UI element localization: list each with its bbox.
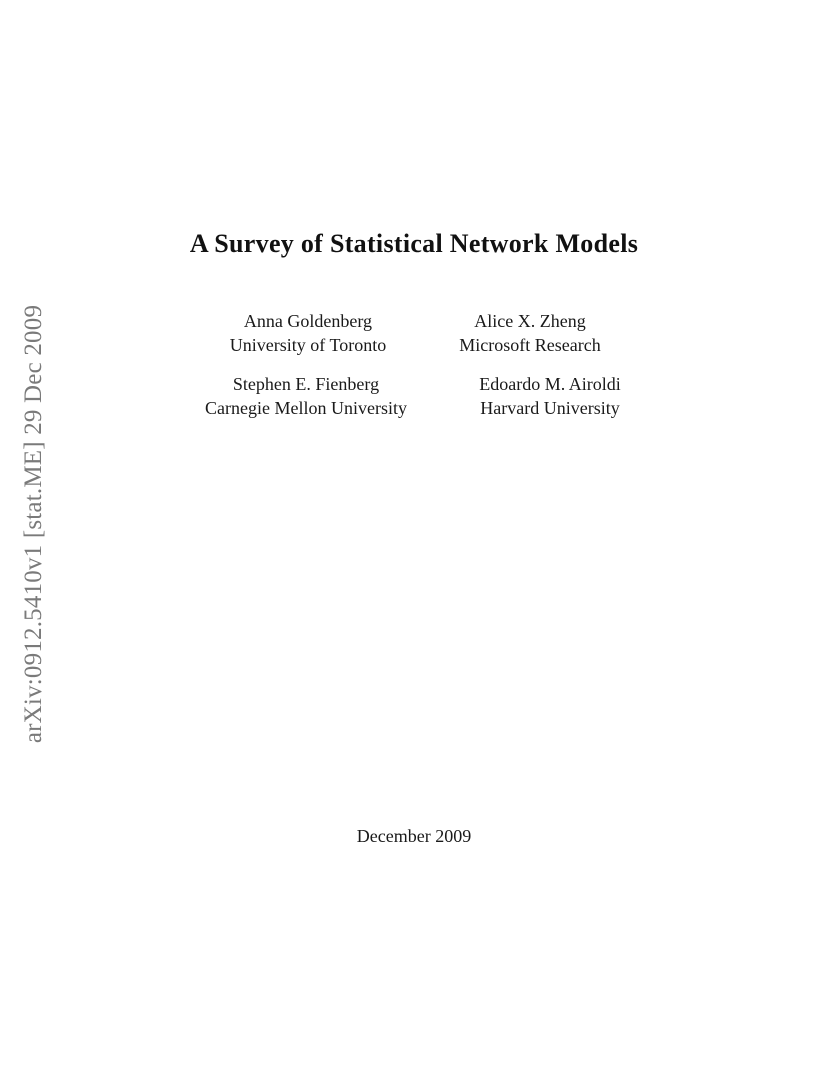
- author-block: [420, 372, 680, 420]
- publication-date: December 2009: [356, 826, 472, 846]
- author-name: Edoardo M. Airoldi: [479, 374, 621, 394]
- author-name: Stephen E. Fienberg: [232, 374, 380, 394]
- author-name: Alice X. Zheng: [474, 311, 586, 331]
- author-name: Anna Goldenberg: [243, 311, 373, 331]
- author-affiliation: Carnegie Mellon University: [205, 398, 407, 418]
- paper-title: A Survey of Statistical Network Models: [189, 229, 639, 258]
- author-affiliation: Microsoft Research: [459, 335, 601, 355]
- author-block: [176, 372, 436, 420]
- author-block: [400, 309, 660, 357]
- author-affiliation: Harvard University: [480, 398, 620, 418]
- author-block: [178, 309, 438, 357]
- arxiv-identifier-stamp: arXiv:0912.5410v1 [stat.ME] 29 Dec 2009: [20, 304, 47, 744]
- author-affiliation: University of Toronto: [229, 335, 387, 355]
